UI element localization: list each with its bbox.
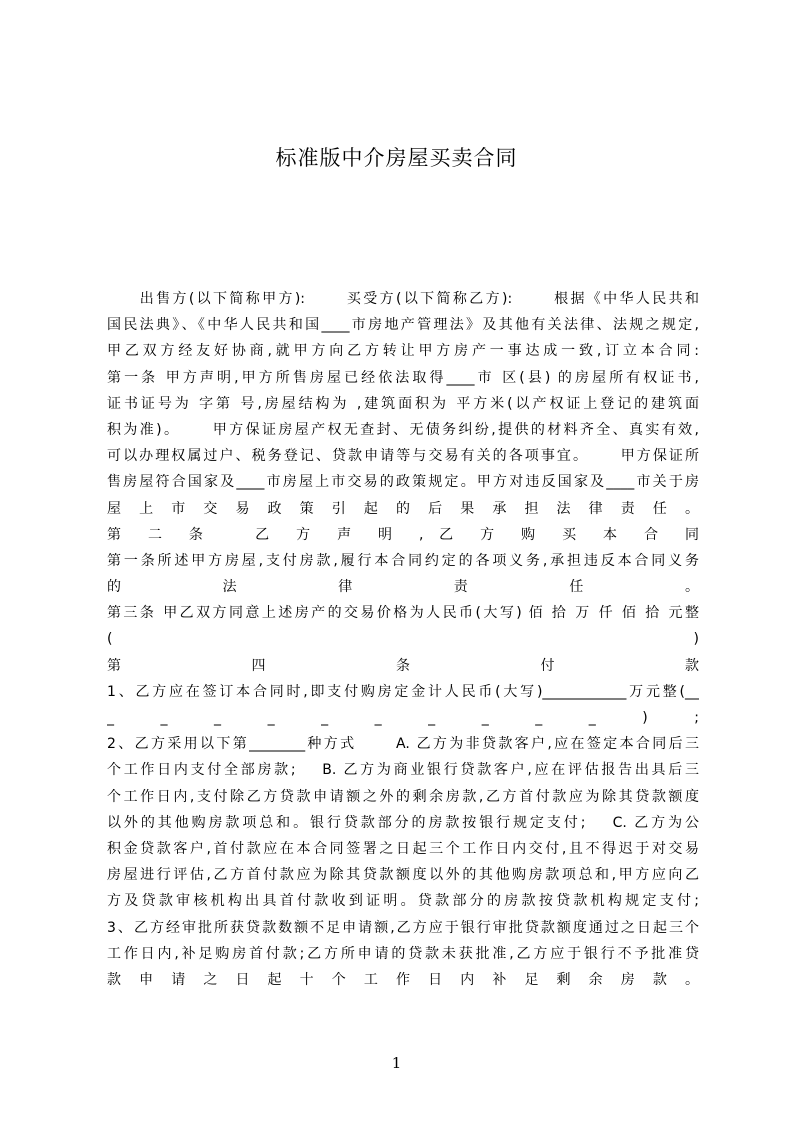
body-line: 的 法 律 责 任 。 (107, 579, 699, 596)
body-line: 2、乙方采用以下第________种方式 A. 乙方为非贷款客户,应在签定本合同后三 (107, 736, 699, 753)
body-line: 个工作日内支付全部房款; B. 乙方为商业银行贷款客户,应在评估报告出具后三 (107, 762, 699, 779)
body-line: 可以办理权属过户、税务登记、贷款申请等与交易有关的各项事宜。 甲方保证所 (107, 448, 699, 465)
body-line: 甲乙双方经友好协商,就甲方向乙方转让甲方房产一事达成一致,订立本合同: (107, 343, 699, 360)
body-line: 第 四 条 付 款 (107, 657, 699, 674)
body-line: 1、乙方应在签订本合同时,即支付购房定金计人民币(大写)____________万元整(__ (107, 683, 699, 700)
body-line: 出售方(以下简称甲方): 买受方(以下简称乙方): 根据《中华人民共和 (107, 291, 699, 307)
body-line: 工作日内,补足购房首付款;乙方所申请的贷款未获批准,乙方应于银行不予批准贷 (107, 945, 699, 962)
body-line: 第三条 甲乙双方同意上述房产的交易价格为人民币(大写) 佰 拾 万 仟 佰 拾 元整 (107, 605, 699, 622)
body-line: 积为准)。 甲方保证房屋产权无查封、无债务纠纷,提供的材料齐全、真实有效, (107, 421, 699, 438)
body-line: 房屋进行评估,乙方首付款应为除其贷款额度以外的其他购房款项总和,甲方应向乙 (107, 867, 699, 884)
body-line: 以外的其他购房款项总和。银行贷款部分的房款按银行规定支付; C. 乙方为公 (107, 814, 699, 831)
body-line: 个工作日内,支付除乙方贷款申请额之外的剩余房款,乙方首付款应为除其贷款额度 (107, 788, 699, 805)
body-line: 屋 上 市 交 易 政 策 引 起 的 后 果 承 担 法 律 责 任 。 (107, 500, 699, 517)
body-line: ( ) (107, 631, 699, 648)
body-line: 第一条所述甲方房屋,支付房款,履行本合同约定的各项义务,承担违反本合同义务 (107, 552, 699, 569)
body-line: 3、乙方经审批所获贷款数额不足申请额,乙方应于银行审批贷款额度通过之日起三个 (107, 919, 699, 936)
body-line: 款 申 请 之 日 起 十 个 工 作 日 内 补 足 剩 余 房 款 。 (107, 971, 699, 988)
body-line: _ _ _ _ _ _ _ _ _ _ ) ; (107, 710, 699, 726)
body-line: 第一条 甲方声明,甲方所售房屋已经依法取得____市 区(县) 的房屋所有权证书, (107, 369, 699, 386)
body-line: 证书证号为 字第 号,房屋结构为 ,建筑面积为 平方米(以产权证上登记的建筑面 (107, 395, 699, 412)
document-title: 标准版中介房屋买卖合同 (275, 146, 518, 170)
body-line: 积金贷款客户,首付款应在本合同签署之日起三个工作日内交付,且不得迟于对交易 (107, 840, 699, 857)
contract-body (107, 286, 699, 993)
body-line: 售房屋符合国家及____市房屋上市交易的政策规定。甲方对违反国家及____市关于房 (107, 474, 699, 491)
body-line: 第 二 条 乙 方 声 明 , 乙 方 购 买 本 合 同 (107, 526, 699, 543)
page-number: 1 (391, 1054, 402, 1072)
body-line: 国民法典》、《中华人民共和国____市房地产管理法》及其他有关法律、法规之规定, (107, 317, 699, 334)
body-line: 方及贷款审核机构出具首付款收到证明。贷款部分的房款按贷款机构规定支付; (107, 893, 699, 910)
